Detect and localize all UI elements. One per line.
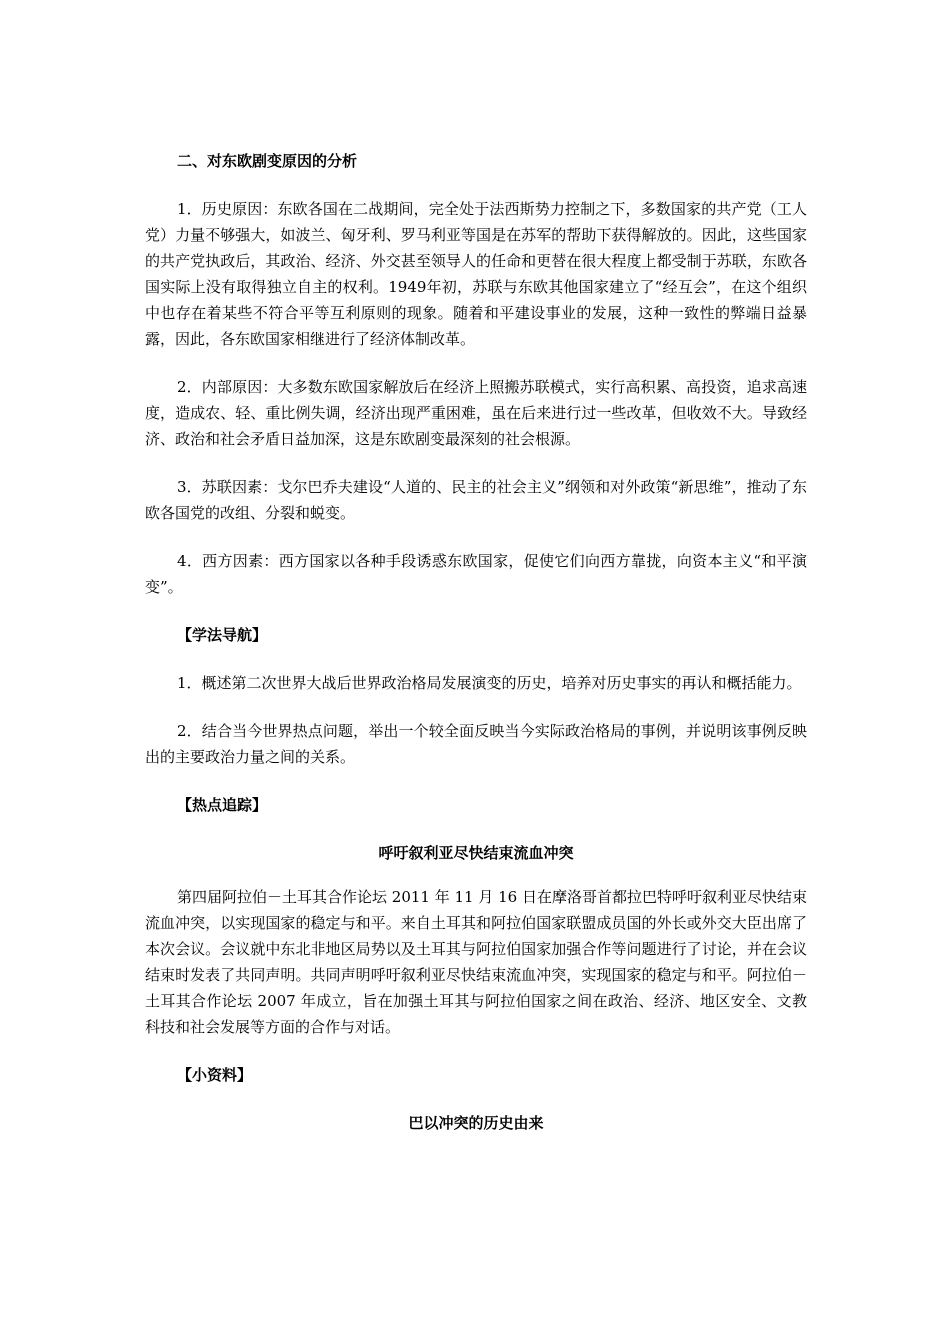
paragraph-soviet-factor: 3．苏联因素：戈尔巴乔夫建设“人道的、民主的社会主义”纲领和对外政策“新思维”，推动了东欧各国党的改组、分裂和蜕变。 [145, 478, 807, 522]
small-info-heading: 【小资料】 [177, 1066, 253, 1084]
paragraph-internal-cause: 2．内部原因：大多数东欧国家解放后在经济上照搬苏联模式，实行高积累、高投资，追求高速度，造成农、轻、重比例失调，经济出现严重困难，虽在后来进行过一些改革，但收效不大。导致经济、政治和社会矛盾日益加深，这是东欧剧变最深刻的社会根源。 [145, 378, 807, 448]
paragraph-western-factor: 4．西方因素：西方国家以各种手段诱惑东欧国家，促使它们向西方靠拢，向资本主义“和平演变”。 [145, 552, 807, 596]
document-body [145, 148, 807, 1136]
hot-topic-body: 第四届阿拉伯－土耳其合作论坛 2011 年 11 月 16 日在摩洛哥首都拉巴特呼吁叙利亚尽快结束流血冲突，以实现国家的稳定与和平。来自土耳其和阿拉伯国家联盟成员国的外长或外交大臣出席了本次会议。会议就中东北非地区局势以及土耳其与阿拉伯国家加强合作等问题进行了讨论，并在会议结束时发表了共同声明。共同声明呼吁叙利亚尽快结束流血冲突，实现国家的稳定与和平。阿拉伯－土耳其合作论坛 2007 年成立，旨在加强土耳其与阿拉伯国家之间在政治、经济、地区安全、文教科技和社会发展等方面的合作与对话。 [145, 888, 807, 1036]
study-guide-heading: 【学法导航】 [177, 626, 268, 644]
section-heading: 二、对东欧剧变原因的分析 [177, 152, 358, 170]
small-info-title: 巴以冲突的历史由来 [408, 1114, 544, 1132]
hot-topic-heading: 【热点追踪】 [177, 796, 268, 814]
study-guide-item: 1．概述第二次世界大战后世界政治格局发展演变的历史，培养对历史事实的再认和概括能力。 [177, 674, 802, 692]
hot-topic-title: 呼吁叙利亚尽快结束流血冲突 [378, 844, 574, 862]
paragraph-historical-cause: 1．历史原因：东欧各国在二战期间，完全处于法西斯势力控制之下，多数国家的共产党（工人党）力量不够强大，如波兰、匈牙利、罗马利亚等国是在苏军的帮助下获得解放的。因此，这些国家的共产党执政后，其政治、经济、外交甚至领导人的任命和更替在很大程度上都受制于苏联，东欧各国实际上没有取得独立自主的权利。1949年初，苏联与东欧其他国家建立了“经互会”，在这个组织中也存在着某些不符合平等互利原则的现象。随着和平建设事业的发展，这种一致性的弊端日益暴露，因此，各东欧国家相继进行了经济体制改革。 [145, 200, 807, 348]
study-guide-item: 2．结合当今世界热点问题，举出一个较全面反映当今实际政治格局的事例，并说明该事例反映出的主要政治力量之间的关系。 [145, 722, 807, 766]
